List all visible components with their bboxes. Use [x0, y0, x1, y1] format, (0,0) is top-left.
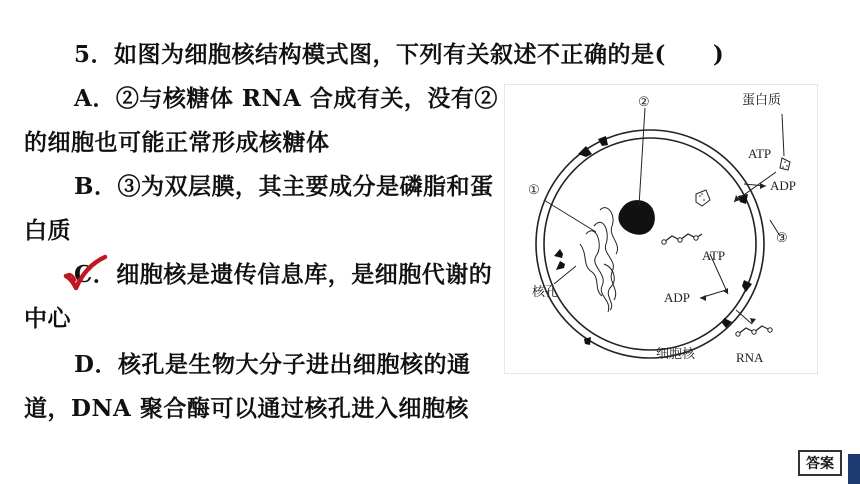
nucleus-label: 细胞核 — [656, 347, 696, 362]
option-b-line1: B．③为双层膜，其主要成分是磷脂和蛋 — [74, 173, 494, 200]
atp-mid-label: ATP — [702, 248, 726, 263]
option-c-line1: C．细胞核是遗传信息库，是细胞代谢的 — [74, 261, 493, 288]
protein-label: 蛋白质 — [742, 93, 782, 108]
label-1: ① — [528, 183, 540, 198]
option-b-line2: 白质 — [24, 217, 71, 244]
rna-label: RNA — [736, 350, 764, 365]
adp-top-label: ADP — [770, 178, 797, 193]
adp-bottom-label: ADP — [664, 290, 691, 305]
option-d-line1: D．核孔是生物大分子进出细胞核的通 — [74, 351, 471, 378]
pore-label: 核孔 — [532, 285, 559, 300]
option-d-line2: 道，DNA 聚合酶可以通过核孔进入细胞核 — [24, 395, 469, 422]
corner-decoration — [848, 454, 860, 484]
nucleus-diagram — [504, 84, 818, 374]
question-stem: 5．如图为细胞核结构模式图，下列有关叙述不正确的是( ) — [74, 41, 725, 68]
label-2: ② — [638, 95, 650, 110]
atp-top-label: ATP — [748, 146, 772, 161]
answer-button[interactable]: 答案 — [798, 450, 842, 476]
option-a-line1: A．②与核糖体 RNA 合成有关，没有② — [74, 85, 498, 112]
option-c-line2: 中心 — [24, 305, 71, 332]
checkmark-icon — [62, 254, 108, 294]
label-3: ③ — [776, 231, 788, 246]
option-a-line2: 的细胞也可能正常形成核糖体 — [24, 129, 330, 156]
